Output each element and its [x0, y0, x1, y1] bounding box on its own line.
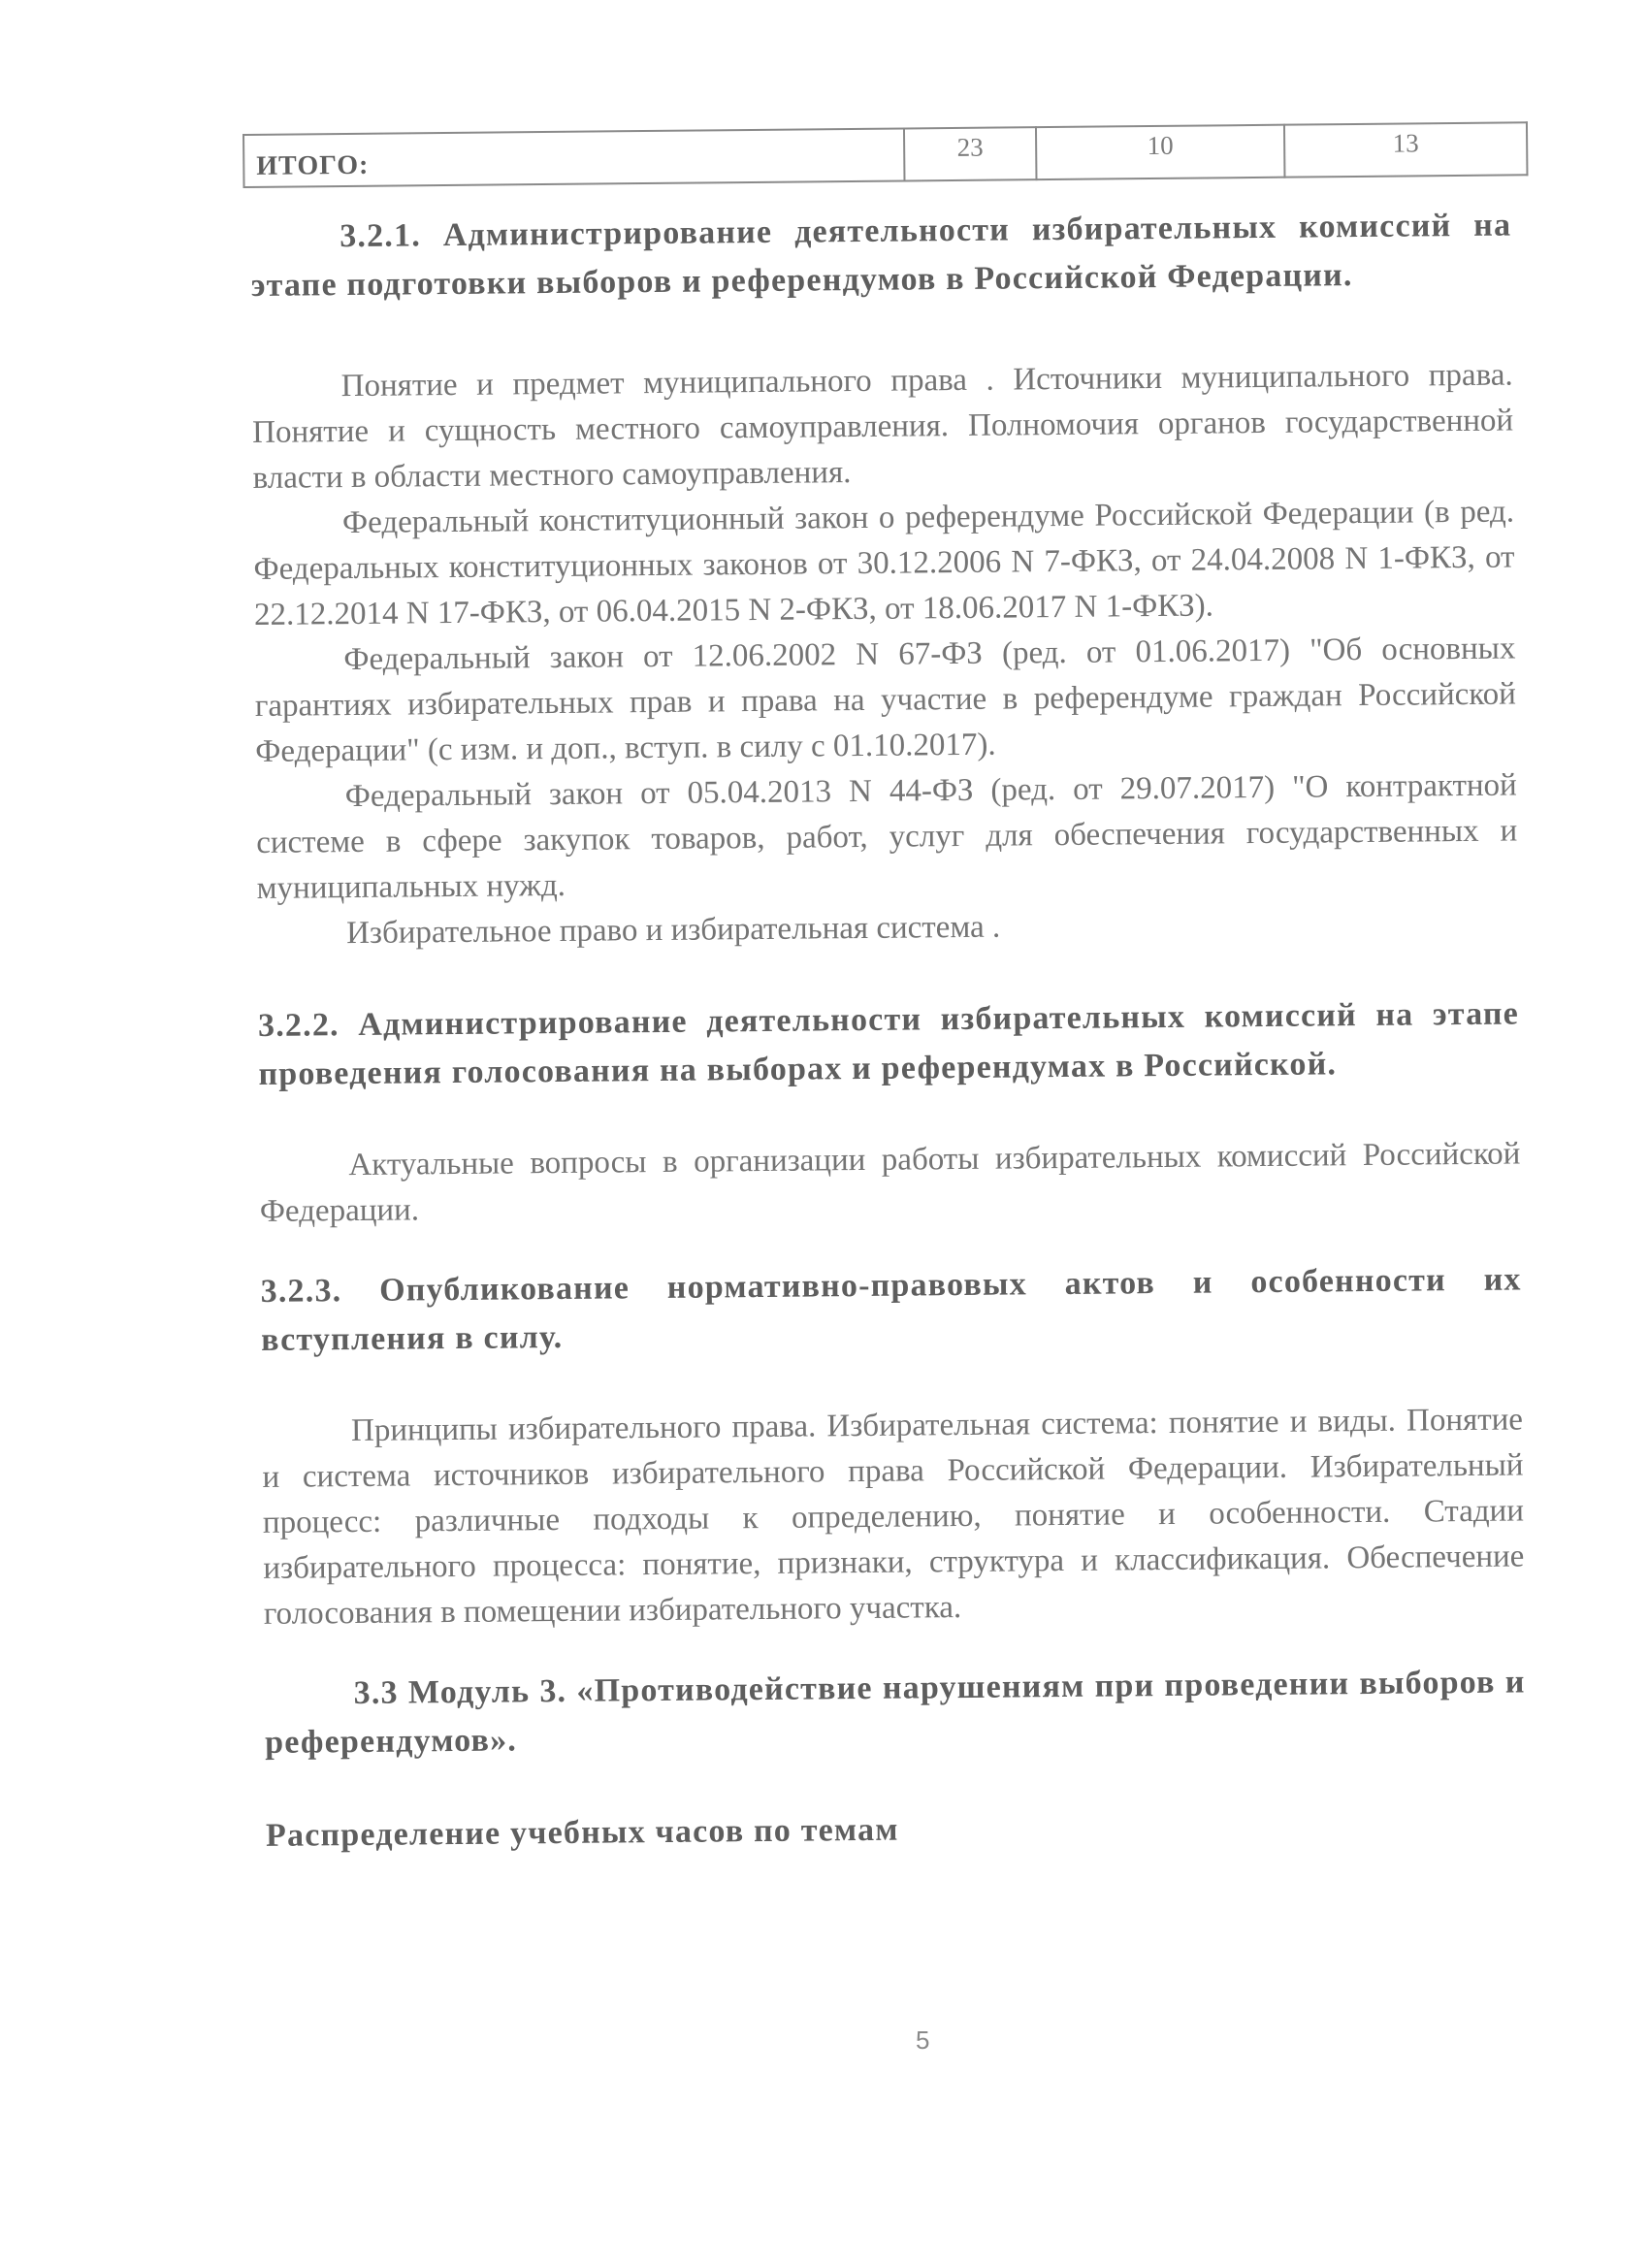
total-table — [242, 121, 1528, 188]
hours-distribution-subheading: Распределение учебных часов по темам — [265, 1811, 899, 1854]
section-3-2-1-heading: 3.2.1. Администрирование деятельности избирательных комиссий на этапе подготовки выборов и референдумов в Российской Федерации. — [250, 207, 1512, 304]
section-3-2-1-paragraph-3: Федеральный закон от 12.06.2002 N 67-ФЗ (ред. от 01.06.2017) "Об основных гарантиях избирательных прав и права на участие в референдуме граждан Российской Федерации" (с изм. и доп., вступ. в силу с 01.10.2017). — [254, 631, 1516, 769]
section-3-2-3-paragraph-1: Принципы избирательного права. Избирательная система: понятие и виды. Понятие и система источников избирательного права Российской Федерации. Избирательный процесс: различные подходы к определению, понятие и особенности. Стадии избирательного процесса: понятие, признаки, структура и классификация. Обеспечение голосования в помещении избирательного участка. — [262, 1402, 1525, 1632]
total-row — [243, 122, 1527, 187]
section-3-2-2-heading: 3.2.2. Администрирование деятельности избирательных комиссий на этапе проведения голосования на выборах и референдумах в Российской. — [257, 995, 1520, 1092]
total-value-practice: 13 — [1284, 122, 1528, 177]
page-number: 5 — [916, 2025, 930, 2055]
section-3-2-3-heading: 3.2.3. Опубликование нормативно-правовых актов и особенности их вступления в силу. — [260, 1261, 1522, 1358]
section-3-2-1-paragraph-4: Федеральный закон от 05.04.2013 N 44-ФЗ (ред. от 29.07.2017) "О контрактной системе в сфере закупок товаров, работ, услуг для обеспечения государственных и муниципальных нужд. — [256, 767, 1518, 906]
section-3-2-1-paragraph-2: Федеральный конституционный закон о референдуме Российской Федерации (в ред. Федеральных конституционных законов от 30.12.2006 N 7-ФКЗ, от 24.04.2008 N 1-ФКЗ, от 22.12.2014 N 17-ФКЗ, от 06.04.2015 N 2-ФКЗ, от 18.06.2017 N 1-ФКЗ). — [253, 494, 1515, 632]
document-body — [250, 202, 1527, 1861]
section-3-2-2-paragraph-1: Актуальные вопросы в организации работы избирательных комиссий Российской Федерации. — [259, 1136, 1521, 1229]
total-value-lectures: 10 — [1036, 125, 1285, 179]
section-3-2-1-paragraph-1: Понятие и предмет муниципального права . Источники муниципального права. Понятие и сущность местного самоуправления. Полномочия органов государственной власти в области местного самоуправления. — [251, 357, 1514, 496]
section-3-2-1-paragraph-5: Избирательное право и избирательная система . — [345, 909, 1001, 952]
total-value-hours: 23 — [904, 127, 1037, 180]
total-label: ИТОГО: — [243, 128, 904, 187]
section-3-3-heading: 3.3 Модуль 3. «Противодействие нарушениям при проведении выборов и референдумов». — [264, 1664, 1526, 1761]
